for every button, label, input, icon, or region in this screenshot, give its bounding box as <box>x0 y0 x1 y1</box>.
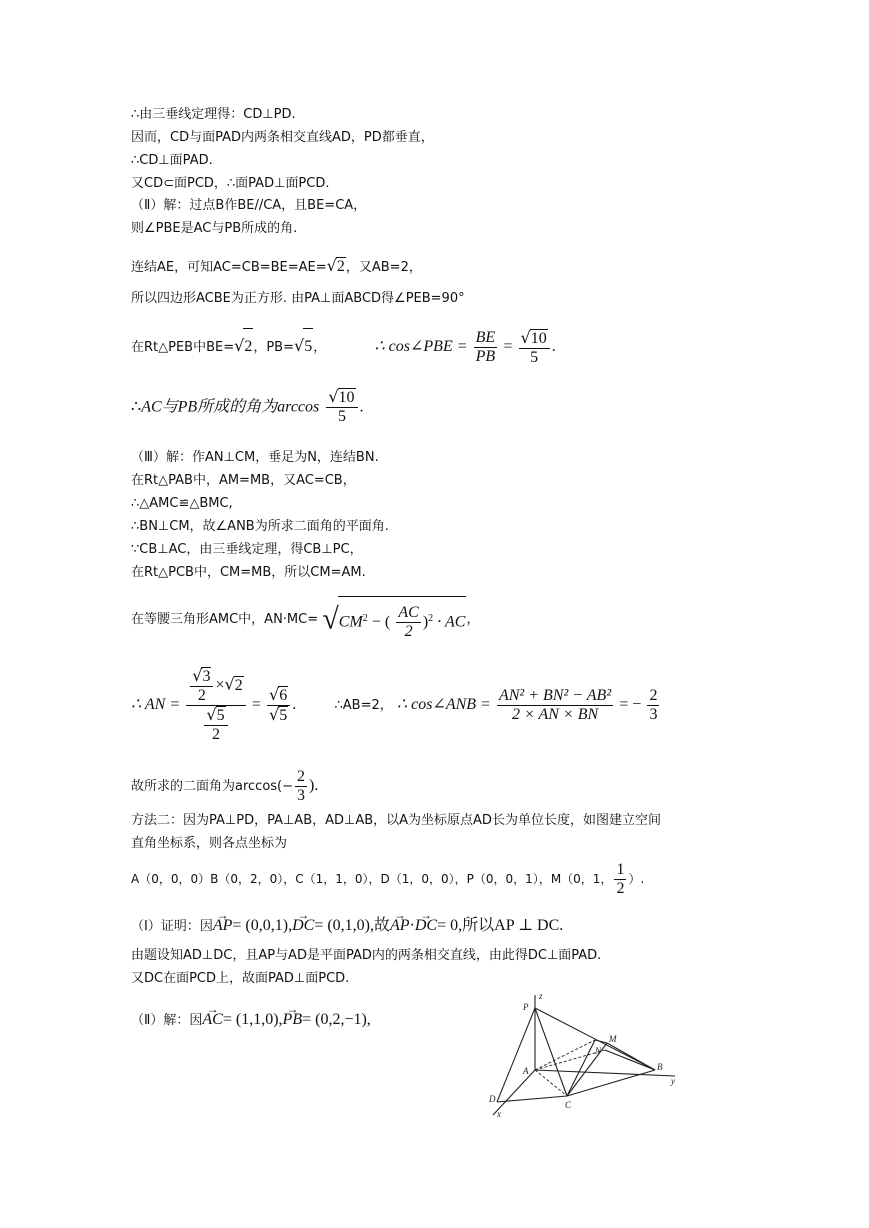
line-10: ∴AC与PB所成的角为arccos $\frac{√10}{5}$ . <box>131 387 364 425</box>
geometry-figure <box>485 990 705 1120</box>
line-3: ∴CD⊥面PAD. <box>131 153 213 168</box>
line-19: 故所求的二面角为arccos(− $\frac{2}{3}$ ). <box>131 768 319 804</box>
label-z: z <box>539 991 543 1001</box>
label-D: D <box>489 1094 496 1104</box>
line-11: （Ⅲ）解：作AN⊥CM，垂足为N，连结BN. <box>131 450 379 465</box>
line-13: ∴△AMC≌△BMC, <box>131 496 233 511</box>
line-7: 连结AE，可知AC=CB=BE=AE=√2，又AB=2， <box>131 256 422 275</box>
label-x: x <box>497 1109 501 1119</box>
line-22: A（0，0，0）B（0，2，0），C（1，1，0），D（1，0，0），P（0，0，1），M（0，1， $\frac{1}{2}$ ）. <box>131 861 645 897</box>
line-4: 又CD⊂面PCD，∴面PAD⊥面PCD. <box>131 176 330 191</box>
label-y: y <box>671 1076 675 1086</box>
line-2: 因而，CD与面PAD内两条相交直线AD，PD都垂直， <box>131 130 434 145</box>
label-M: M <box>609 1034 617 1044</box>
line-24: 由题设知AD⊥DC，且AP与AD是平面PAD内的两条相交直线，由此得DC⊥面PAD. <box>131 948 602 963</box>
line-18: ∴ AN = $\frac{√3}{2}$ ×√2 $\frac{√5}{2}$ = $\frac{√6}{√5}$ . ∴AB=2， ∴ cos∠ANB = $\frac{\text{AN² + BN² − AB²}}{2 \times AN \times BN}$ = − $\frac{2}{3}$ <box>131 666 658 743</box>
y-axis <box>535 1070 675 1076</box>
line-1: ∴由三垂线定理得：CD⊥PD. <box>131 107 296 122</box>
line-12: 在Rt△PAB中，AM=MB，又AC=CB， <box>131 473 356 488</box>
line-5: （Ⅱ）解：过点B作BE//CA，且BE=CA， <box>131 198 367 213</box>
line-6: 则∠PBE是AC与PB所成的角. <box>131 221 298 236</box>
label-N: N <box>595 1046 602 1056</box>
label-P: P <box>523 1002 529 1012</box>
label-C: C <box>565 1100 572 1110</box>
line-16: 在Rt△PCB中，CM=MB，所以CM=AM. <box>131 565 366 580</box>
line-21: 直角坐标系，则各点坐标为 <box>131 836 288 851</box>
line-9: 在Rt△PEB中BE=√2，PB=√5， ∴ cos∠PBE = $\frac{BE}{PB}$ = $\frac{√10}{5}$ . <box>131 327 556 366</box>
line-26: （Ⅱ）解：因→ AC= (1,1,0),→ PB= (0,2,−1), <box>131 1008 371 1033</box>
line-8: 所以四边形ACBE为正方形. 由PA⊥面ABCD得∠PEB=90° <box>131 291 465 306</box>
label-A: A <box>523 1066 529 1076</box>
line-20: 方法二：因为PA⊥PD，PA⊥AB，AD⊥AB，以A为坐标原点AD长为单位长度，如图建立空间 <box>131 813 661 828</box>
line-25: 又DC在面PCD上，故面PAD⊥面PCD. <box>131 971 350 986</box>
line-23: （Ⅰ）证明：因→ AP= (0,0,1),→ DC= (0,1,0),故→ AP·→ DC= 0,所以AP ⊥ DC. <box>131 914 563 939</box>
line-17: 在等腰三角形AMC中，$AN\cdot MC= √CM^2$ − ( $\frac{AC}{2}$ )$^2$ · AC， <box>131 596 479 643</box>
line-14: ∴BN⊥CM，故∠ANB为所求二面角的平面角. <box>131 519 389 534</box>
label-B: B <box>657 1062 663 1072</box>
line-15: ∵CB⊥AC，由三垂线定理，得CB⊥PC， <box>131 542 363 557</box>
